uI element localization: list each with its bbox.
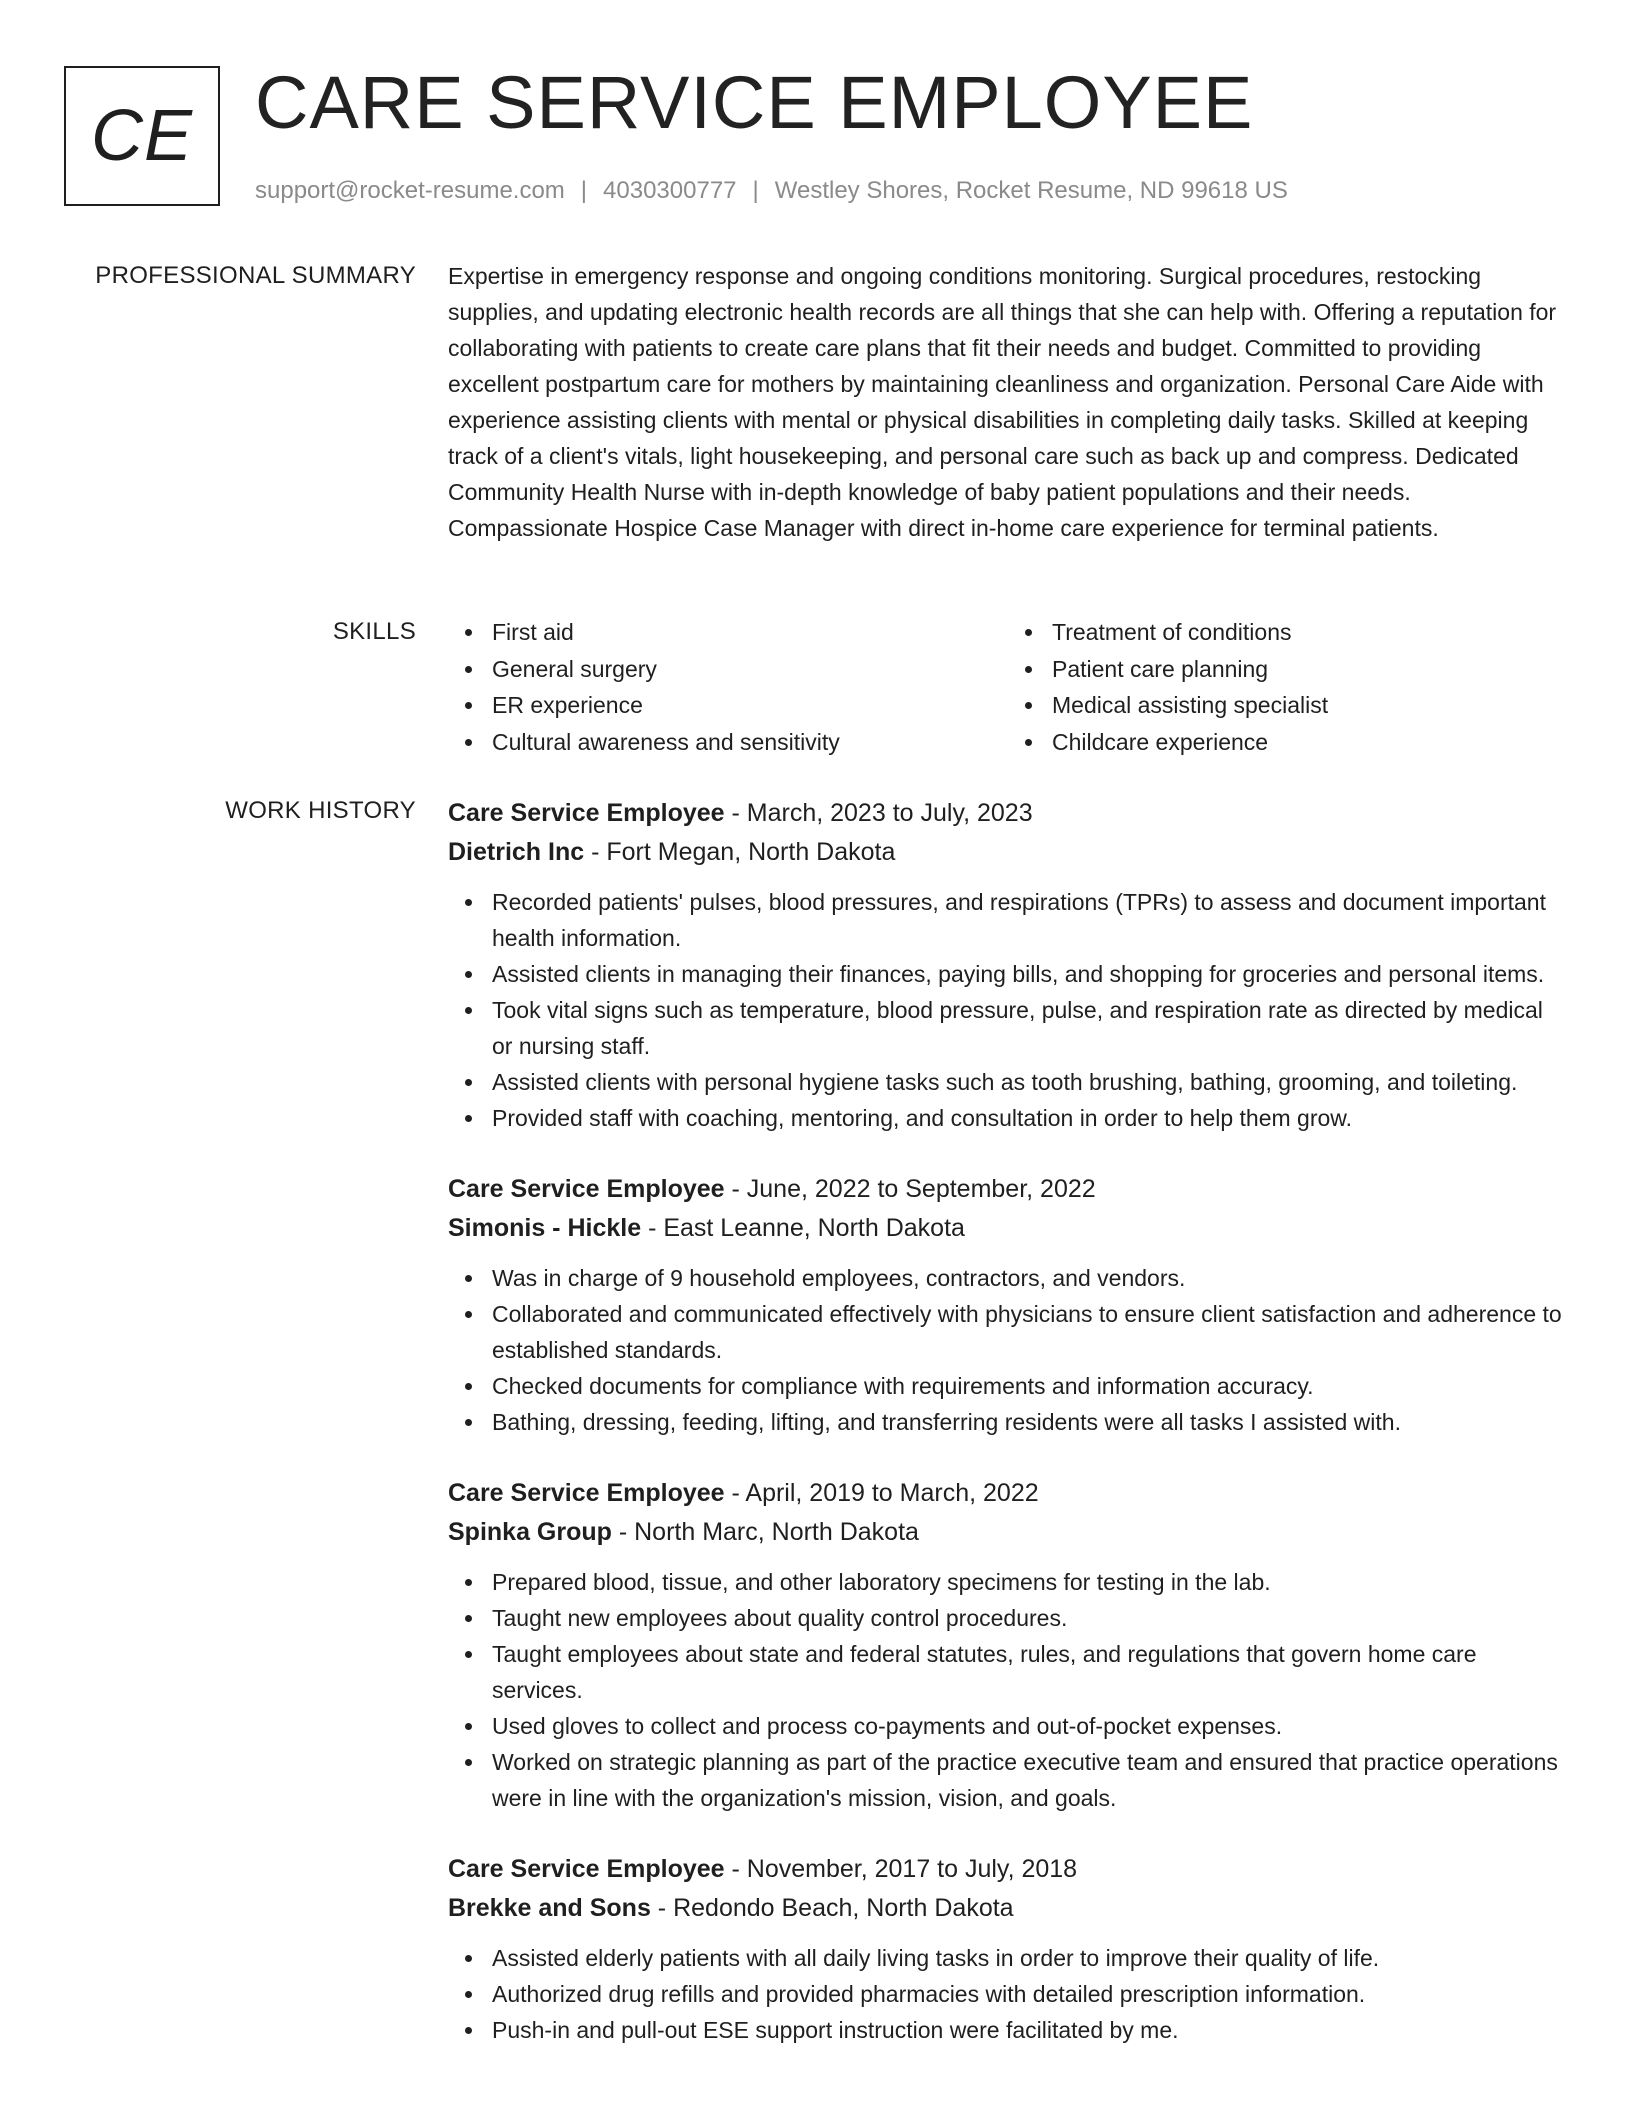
skills-heading: SKILLS — [332, 618, 416, 645]
job-location: - North Marc, North Dakota — [611, 1518, 919, 1546]
job-bullet: Provided staff with coaching, mentoring, and consultation in order to help them grow. — [492, 1100, 1568, 1136]
job-title-line — [448, 1170, 1568, 1209]
job-bullet: Taught employees about state and federal statutes, rules, and regulations that govern home care services. — [492, 1636, 1568, 1708]
job-company-line — [448, 833, 1568, 872]
job-company: Simonis - Hickle — [448, 1214, 642, 1242]
job-company-line — [448, 1513, 1568, 1552]
summary-body — [448, 258, 1568, 546]
job-company: Spinka Group — [448, 1518, 612, 1546]
skill-item: First aid — [492, 614, 1008, 651]
job-location: - Redondo Beach, North Dakota — [650, 1894, 1014, 1922]
skills-column-right — [1008, 614, 1568, 760]
job-company: Dietrich Inc — [448, 838, 585, 866]
skill-item: General surgery — [492, 651, 1008, 688]
job-company-line — [448, 1209, 1568, 1248]
job-entry — [448, 1850, 1568, 2048]
skill-item: Childcare experience — [1052, 724, 1568, 761]
job-title-line — [448, 794, 1568, 833]
job-bullet: Push-in and pull-out ESE support instruction were facilitated by me. — [492, 2012, 1568, 2048]
work-history-heading: WORK HISTORY — [225, 797, 416, 824]
job-entry — [448, 1474, 1568, 1816]
job-title: Care Service Employee — [448, 799, 725, 827]
job-location: - Fort Megan, North Dakota — [584, 838, 896, 866]
job-bullets — [448, 1940, 1568, 2048]
contact-separator: | — [580, 177, 588, 204]
job-title-line — [448, 1850, 1568, 1889]
job-bullets — [448, 1260, 1568, 1440]
job-bullet: Bathing, dressing, feeding, lifting, and transferring residents were all tasks I assisted with. — [492, 1404, 1568, 1440]
skills-list — [448, 614, 1568, 760]
job-bullet: Collaborated and communicated effectively with physicians to ensure client satisfaction and adherence to established standards. — [492, 1296, 1568, 1368]
contact-address: Westley Shores, Rocket Resume, ND 99618 US — [774, 177, 1288, 204]
job-company: Brekke and Sons — [448, 1894, 651, 1922]
job-dates: - June, 2022 to September, 2022 — [724, 1175, 1096, 1203]
job-dates: - November, 2017 to July, 2018 — [724, 1855, 1078, 1883]
job-bullet: Assisted clients with personal hygiene tasks such as tooth brushing, bathing, grooming, and toileting. — [492, 1064, 1568, 1100]
monogram-logo: CE — [64, 66, 220, 206]
job-title: Care Service Employee — [448, 1855, 725, 1883]
job-company-line — [448, 1889, 1568, 1928]
job-bullets — [448, 1564, 1568, 1816]
summary-heading: PROFESSIONAL SUMMARY — [95, 262, 416, 289]
job-bullet: Prepared blood, tissue, and other laboratory specimens for testing in the lab. — [492, 1564, 1568, 1600]
skill-item: Cultural awareness and sensitivity — [492, 724, 1008, 761]
contact-separator: | — [752, 177, 759, 204]
skill-item: Treatment of conditions — [1052, 614, 1568, 651]
job-dates: - March, 2023 to July, 2023 — [724, 799, 1033, 827]
skill-item: Medical assisting specialist — [1052, 687, 1568, 724]
contact-phone: 4030300777 — [603, 177, 737, 204]
contact-line — [255, 174, 1288, 208]
job-bullet: Recorded patients' pulses, blood pressures, and respirations (TPRs) to assess and document important health information. — [492, 884, 1568, 956]
work-history-body — [448, 794, 1568, 2048]
job-bullet: Took vital signs such as temperature, blood pressure, pulse, and respiration rate as directed by medical or nursing staff. — [492, 992, 1568, 1064]
page-title: CARE SERVICE EMPLOYEE — [255, 61, 1254, 144]
job-entry — [448, 794, 1568, 1136]
skill-item: ER experience — [492, 687, 1008, 724]
job-bullet: Assisted clients in managing their finances, paying bills, and shopping for groceries and personal items. — [492, 956, 1568, 992]
job-bullet: Authorized drug refills and provided pharmacies with detailed prescription information. — [492, 1976, 1568, 2012]
summary-text: Expertise in emergency response and ongoing conditions monitoring. Surgical procedures, restocking supplies, and updating electronic health records are all things that she can help with. Offering a reputation for collaborating with patients to create care plans that fit their needs and budget. Committed to providing excellent postpartum care for mothers by maintaining cleanliness and organization. Personal Care Aide with experience assisting clients with mental or physical disabilities in completing daily tasks. Skilled at keeping track of a client's vitals, light housekeeping, and personal care such as back up and compress. Dedicated Community Health Nurse with in-depth knowledge of baby patient populations and their needs. Compassionate Hospice Case Manager with direct in-home care experience for terminal patients. — [448, 263, 1557, 541]
job-bullet: Taught new employees about quality control procedures. — [492, 1600, 1568, 1636]
job-entry — [448, 1170, 1568, 1440]
contact-email: support@rocket-resume.com — [255, 177, 565, 204]
job-bullet: Assisted elderly patients with all daily living tasks in order to improve their quality of life. — [492, 1940, 1568, 1976]
skill-item: Patient care planning — [1052, 651, 1568, 688]
job-bullets — [448, 884, 1568, 1136]
job-title: Care Service Employee — [448, 1175, 725, 1203]
job-bullet: Was in charge of 9 household employees, contractors, and vendors. — [492, 1260, 1568, 1296]
job-dates: - April, 2019 to March, 2022 — [724, 1479, 1039, 1507]
job-title: Care Service Employee — [448, 1479, 725, 1507]
job-bullet: Worked on strategic planning as part of the practice executive team and ensured that practice operations were in line with the organization's mission, vision, and goals. — [492, 1744, 1568, 1816]
job-title-line — [448, 1474, 1568, 1513]
job-bullet: Used gloves to collect and process co-payments and out-of-pocket expenses. — [492, 1708, 1568, 1744]
job-bullet: Checked documents for compliance with requirements and information accuracy. — [492, 1368, 1568, 1404]
skills-column-left — [448, 614, 1008, 760]
job-location: - East Leanne, North Dakota — [641, 1214, 965, 1242]
